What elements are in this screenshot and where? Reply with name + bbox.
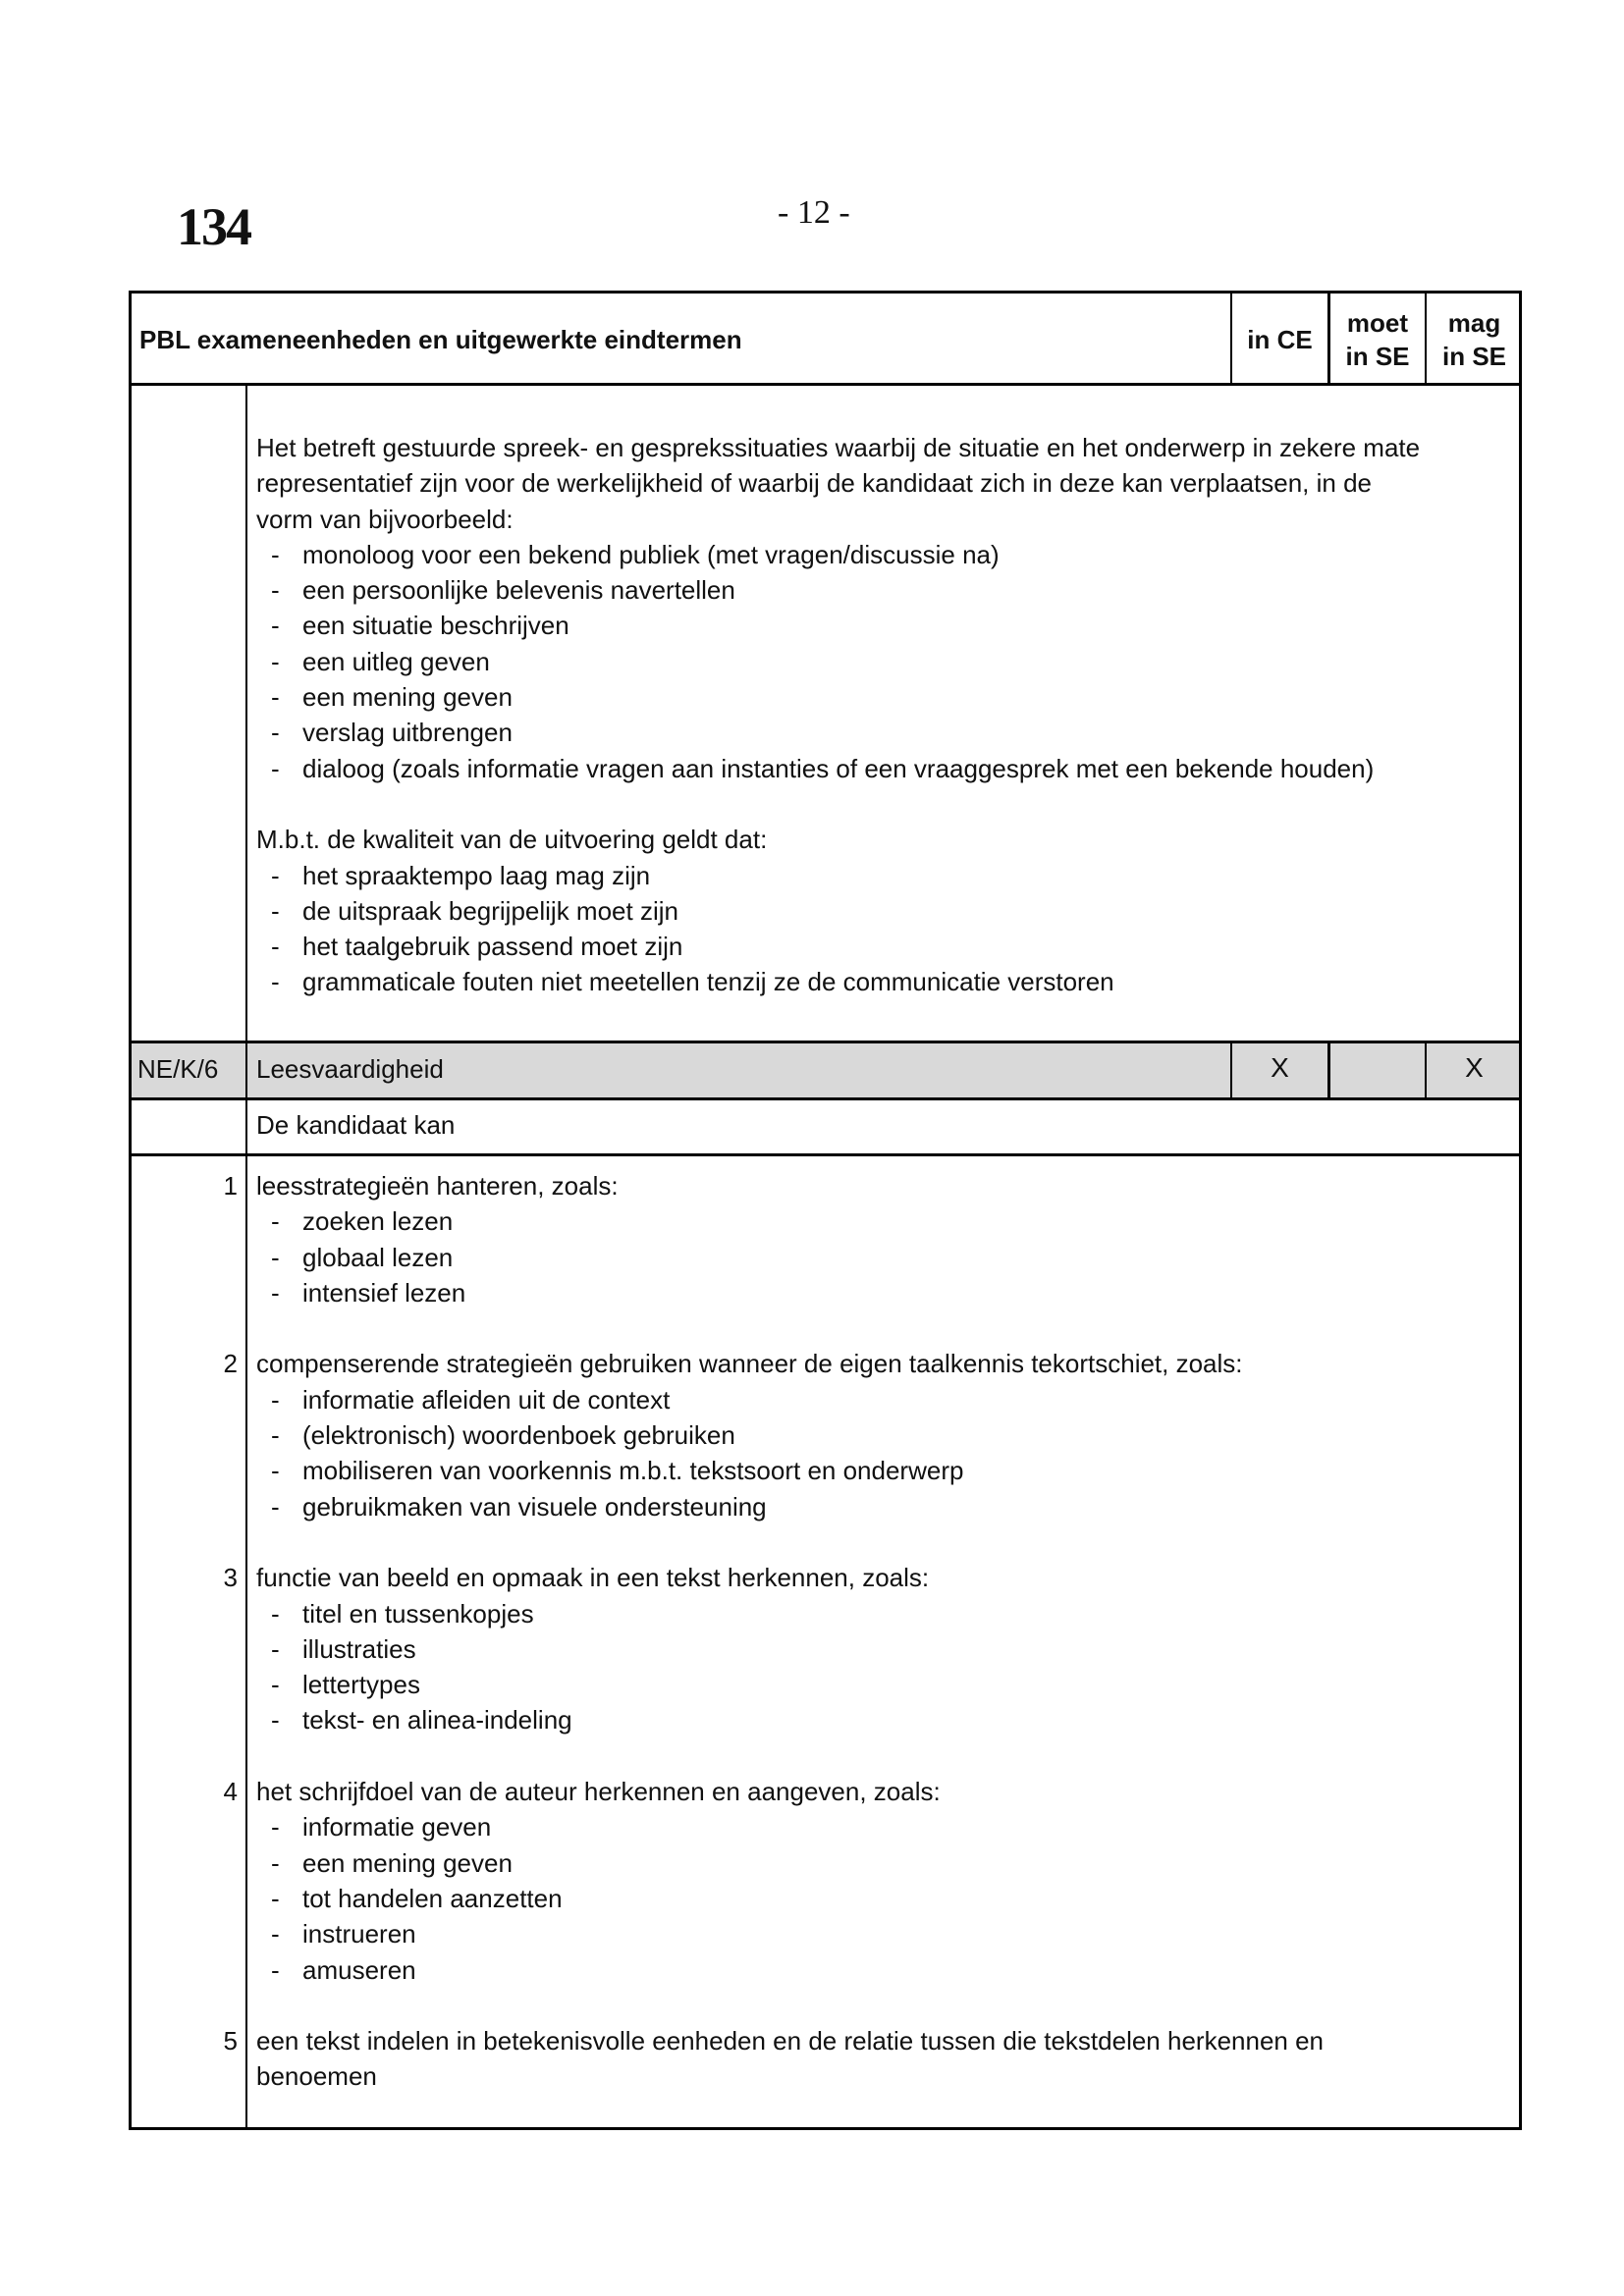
header-mag-line2: in SE [1441,342,1506,371]
bullet-dash: - [271,1954,280,1985]
unit-code: NE/K/6 [137,1054,219,1084]
form-item: - verslag uitbrengen [256,715,1513,750]
bullet-dash: - [271,1883,280,1913]
item-text: leesstrategieën hanteren, zoals: [256,1171,619,1201]
bullet-dash: - [271,1633,280,1664]
bullet-dash: - [271,967,280,997]
header-mag-line1: mag [1447,308,1501,338]
form-item: - een persoonlijke belevenis navertellen [256,572,1513,608]
item-bullet: - informatie geven [256,1809,1516,1844]
item-bullet: - zoeken lezen [256,1203,1516,1239]
bullet-dash: - [271,575,280,606]
bullet-dash: - [271,932,280,962]
item-number: 4 [223,1777,238,1807]
bullet-dash: - [271,646,280,676]
list-item [132,1774,1516,1988]
bullet-dash: - [271,682,280,713]
item-bullet: - intensief lezen [256,1275,1516,1310]
row-divider [132,1153,1519,1156]
description-line: vorm van bijvoorbeeld: [256,504,514,534]
item-text: compenserende strategieën gebruiken wanneer de eigen taalkennis tekortschiet, zoals: [256,1349,1243,1379]
bullet-dash: - [271,1812,280,1842]
form-item: - een uitleg geven [256,644,1513,679]
header-moet-line2: in SE [1345,342,1410,371]
bullet-dash: - [271,611,280,641]
quality-item: - het taalgebruik passend moet zijn [256,929,1513,964]
item-text: functie van beeld en opmaak in een tekst herkennen, zoals: [256,1563,930,1593]
bullet-dash: - [271,1598,280,1629]
quality-item: - grammaticale fouten niet meetellen tenzij ze de communicatie verstoren [256,964,1513,999]
quality-intro: M.b.t. de kwaliteit van de uitvoering geldt dat: [256,825,768,855]
item-number: 3 [223,1563,238,1593]
item-bullet: - illustraties [256,1631,1516,1667]
description-line: Het betreft gestuurde spreek- en gesprekssituaties waarbij de situatie en het onderwerp in zekere mate [256,433,1421,462]
items-block [132,1168,1516,2095]
item-bullet: - een mening geven [256,1845,1516,1881]
bullet-dash: - [271,539,280,569]
bullet-dash: - [271,1705,280,1735]
item-text: benoemen [256,2061,377,2092]
form-item: - een mening geven [256,679,1513,715]
item-bullet: - amuseren [256,1952,1516,1988]
unit-lead-text: De kandidaat kan [256,1110,456,1140]
item-bullet: - globaal lezen [256,1240,1516,1275]
item-bullet: - lettertypes [256,1667,1516,1702]
quality-item: - de uitspraak begrijpelijk moet zijn [256,893,1513,929]
item-bullet: - instrueren [256,1916,1516,1951]
bullet-dash: - [271,1491,280,1522]
item-text: het schrijfdoel van de auteur herkennen en aangeven, zoals: [256,1777,941,1807]
form-item: - een situatie beschrijven [256,608,1513,643]
list-item [132,2023,1516,2095]
bullet-dash: - [271,1277,280,1308]
header-mag-in-se [1427,294,1522,386]
unit-name: Leesvaardigheid [256,1054,444,1084]
quality-item: - het spraaktempo laag mag zijn [256,858,1513,893]
item-bullet: - mobiliseren van voorkennis m.b.t. tekstsoort en onderwerp [256,1453,1516,1488]
item-bullet: - (elektronisch) woordenboek gebruiken [256,1417,1516,1453]
bullet-dash: - [271,860,280,890]
item-number: 1 [223,1171,238,1201]
bullet-dash: - [271,1242,280,1272]
row-divider [132,1097,1519,1100]
item-bullet: - gebruikmaken van visuele ondersteuning [256,1489,1516,1524]
bullet-dash: - [271,1670,280,1700]
description-line: representatief zijn voor de werkelijkheid of waarbij de kandidaat zich in deze kan verplaatsen, in de [256,468,1372,499]
item-bullet: - tot handelen aanzetten [256,1881,1516,1916]
description-block [256,430,1513,1000]
unit-in-ce-mark: X [1271,1052,1289,1083]
eindtermen-table [129,291,1522,2130]
item-text: een tekst indelen in betekenisvolle eenheden en de relatie tussen die tekstdelen herkennen en [256,2026,1325,2056]
bullet-dash: - [271,1420,280,1451]
list-item [132,1346,1516,1523]
form-item: - monoloog voor een bekend publiek (met vragen/discussie na) [256,537,1513,572]
item-number: 5 [223,2026,238,2056]
bullet-dash: - [271,1206,280,1237]
list-item [132,1560,1516,1737]
page-number: 134 [177,197,250,256]
item-number: 2 [223,1349,238,1379]
bullet-dash: - [271,1456,280,1486]
item-bullet: - titel en tussenkopjes [256,1596,1516,1631]
bullet-dash: - [271,718,280,748]
bullet-dash: - [271,895,280,926]
row-divider [132,1041,1519,1043]
col-divider [1327,1043,1330,1100]
table-header-title: PBL exameneenheden en uitgewerkte eindtermen [139,324,742,354]
form-item: - dialoog (zoals informatie vragen aan instanties of een vraaggesprek met een bekende houden) [256,751,1513,786]
header-moet-in-se [1330,294,1425,386]
item-bullet: - informatie afleiden uit de context [256,1382,1516,1417]
sub-page-number: - 12 - [778,194,850,231]
bullet-dash: - [271,1384,280,1415]
bullet-dash: - [271,1847,280,1878]
header-in-ce: in CE [1247,325,1313,354]
unit-mag-in-se-mark: X [1465,1052,1484,1083]
header-moet-line1: moet [1346,308,1409,338]
bullet-dash: - [271,1919,280,1949]
item-bullet: - tekst- en alinea-indeling [256,1702,1516,1737]
bullet-dash: - [271,753,280,783]
list-item [132,1168,1516,1310]
